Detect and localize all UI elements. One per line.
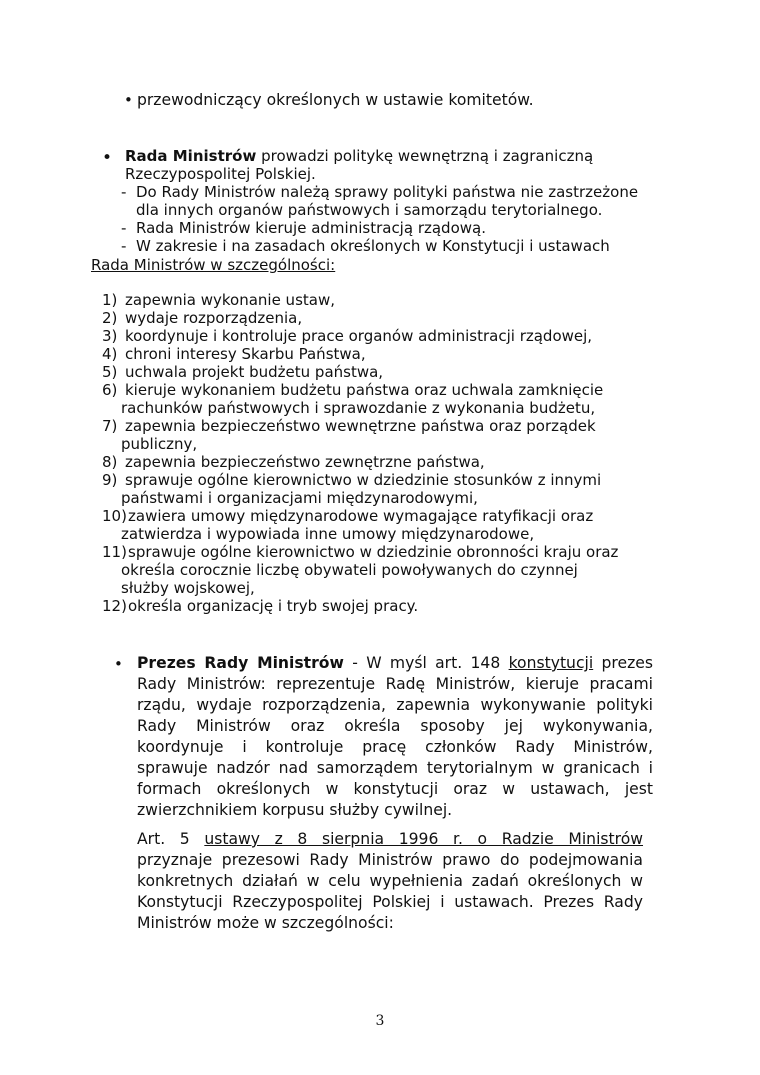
art5-lead: Art. 5 [137,830,190,848]
list-number: 4) [102,345,118,363]
ustawa-link[interactable]: ustawy z 8 sierpnia 1996 r. o Radzie Ministrów [204,830,644,848]
list-item: sprawuje ogólne kierownictwo w dziedzinie stosunków z innymi [125,471,602,489]
list-item: wydaje rozporządzenia, [125,309,303,327]
page-number: 3 [375,1013,385,1029]
dash-item-3: W zakresie i na zasadach określonych w Konstytucji i ustawach [136,237,610,255]
prezes-line: sprawuje nadzór nad samorządem terytorialnym w granicach i [137,759,653,777]
dash-item-1: Do Rady Ministrów należą sprawy polityki państwa nie zastrzeżone [136,183,639,201]
dash-icon: - [121,219,127,237]
prezes-lead: - W myśl art. 148 [352,654,501,672]
rada-intro-text: prowadzi politykę wewnętrzną i zagraniczną [256,147,594,165]
art5-line: Konstytucji Rzeczypospolitej Polskiej i ustawach. Prezes Rady [137,893,643,911]
list-item: koordynuje i kontroluje prace organów administracji rządowej, [125,327,593,345]
rada-title: Rada Ministrów [125,147,257,165]
list-item-cont: publiczny, [121,435,198,453]
list-item: sprawuje ogólne kierownictwo w dziedzinie obronności kraju oraz [128,543,619,561]
prezes-line: formach określonych w konstytucji oraz w ustawach, jest [137,780,653,798]
prezes-title: Prezes Rady Ministrów [137,654,344,672]
list-item: zapewnia bezpieczeństwo wewnętrzne państwa oraz porządek [125,417,596,435]
list-number: 11) [102,543,127,561]
list-number: 5) [102,363,118,381]
list-item-cont: służby wojskowej, [121,579,255,597]
list-number: 9) [102,471,118,489]
prezes-line: koordynuje i kontroluje pracę członków Rady Ministrów, [137,738,653,756]
prezes-line: rządu, wydaje rozporządzenia, zapewnia wykonywanie polityki [137,696,653,714]
bullet-text-komitety: przewodniczący określonych w ustawie komitetów. [137,91,534,109]
art5-line: przyznaje prezesowi Rady Ministrów prawo do podejmowania [137,851,643,869]
list-item: uchwala projekt budżetu państwa, [125,363,384,381]
list-number: 2) [102,309,118,327]
prezes-line: zwierzchnikiem korpusu służby cywilnej. [137,801,453,819]
list-item: chroni interesy Skarbu Państwa, [125,345,366,363]
art5-line: Ministrów może w szczególności: [137,914,394,932]
konstytucji-link[interactable]: konstytucji [508,654,594,672]
bullet-icon: • [114,655,123,673]
list-number: 6) [102,381,118,399]
bullet-icon: • [124,91,133,109]
prezes-first-line [137,653,653,673]
list-number: 12) [102,597,127,615]
list-number: 1) [102,291,118,309]
list-item: określa organizację i tryb swojej pracy. [128,597,419,615]
art5-first-line [137,829,643,849]
list-item: kieruje wykonaniem budżetu państwa oraz uchwala zamknięcie [125,381,604,399]
list-number: 8) [102,453,118,471]
dash-item-2: Rada Ministrów kieruje administracją rządową. [136,219,486,237]
rada-intro-line2: Rzeczypospolitej Polskiej. [125,165,316,183]
dash-icon: - [121,237,127,255]
list-number: 3) [102,327,118,345]
list-item-cont: rachunków państwowych i sprawozdanie z wykonania budżetu, [121,399,596,417]
bullet-icon: • [102,148,113,168]
rada-heading: Rada Ministrów w szczególności: [91,256,336,274]
art5-line: konkretnych działań w celu wypełnienia zadań określonych w [137,872,643,890]
rada-intro [125,147,593,165]
prezes-lead-end: prezes [601,654,653,672]
list-number: 7) [102,417,118,435]
list-item-cont: określa corocznie liczbę obywateli powoływanych do czynnej [121,561,578,579]
list-number: 10) [102,507,127,525]
list-item: zapewnia wykonanie ustaw, [125,291,335,309]
list-item-cont: państwami i organizacjami międzynarodowymi, [121,489,478,507]
prezes-line: Rady Ministrów oraz określa sposoby jej wykonywania, [137,717,653,735]
prezes-line: Rady Ministrów: reprezentuje Radę Ministrów, kieruje pracami [137,675,653,693]
dash-item-1-cont: dla innych organów państwowych i samorządu terytorialnego. [136,201,603,219]
list-item: zawiera umowy międzynarodowe wymagające ratyfikacji oraz [128,507,594,525]
list-item: zapewnia bezpieczeństwo zewnętrzne państwa, [125,453,485,471]
dash-icon: - [121,183,127,201]
list-item-cont: zatwierdza i wypowiada inne umowy międzynarodowe, [121,525,535,543]
